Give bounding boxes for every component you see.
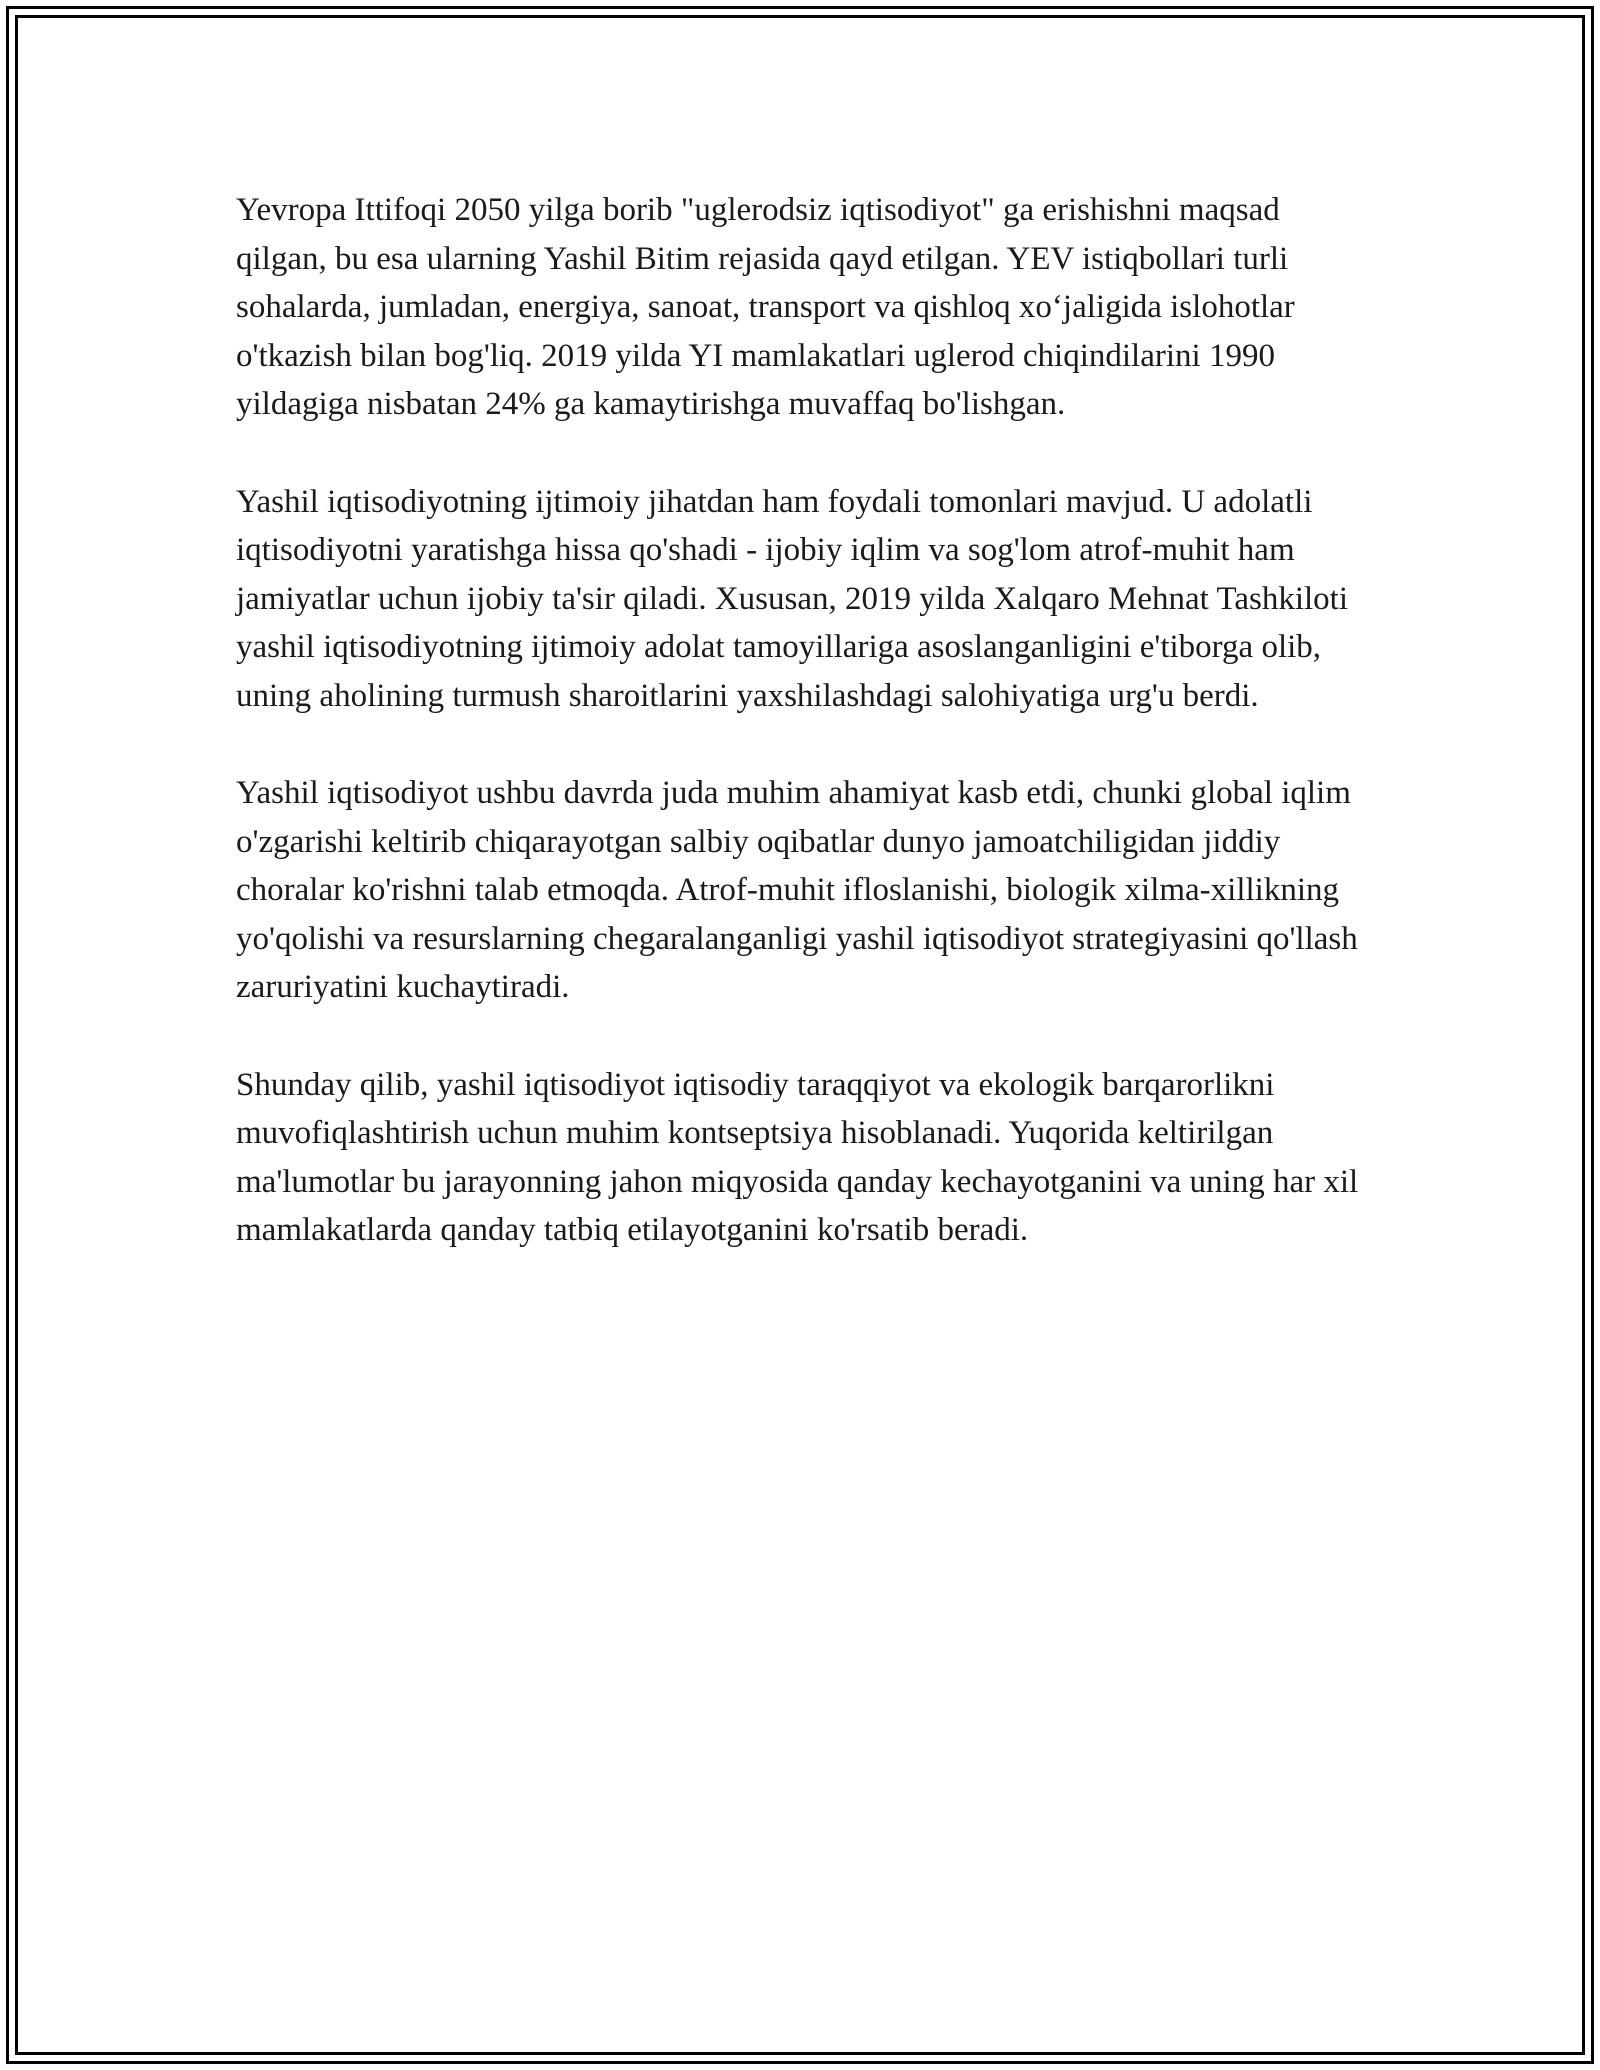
document-body xyxy=(236,186,1366,1304)
paragraph-global-importance: Yashil iqtisodiyot ushbu davrda juda muhim ahamiyat kasb etdi, chunki global iqlim o'zgarishi keltirib chiqarayotgan salbiy oqibatlar dunyo jamoatchiligidan jiddiy choralar ko'rishni talab etmoqda. Atrof-muhit ifloslanishi, biologik xilma-xillikning yo'qolishi va resurslarning chegaralanganligi yashil iqtisodiyot strategiyasini qo'llash zaruriyatini kuchaytiradi. xyxy=(236,775,1358,1005)
paragraph-conclusion: Shunday qilib, yashil iqtisodiyot iqtisodiy taraqqiyot va ekologik barqarorlikni muvofiqlashtirish uchun muhim kontseptsiya hisoblanadi. Yuqorida keltirilgan ma'lumotlar bu jarayonning jahon miqyosida qanday kechayotganini va uning har xil mamlakatlarda qanday tatbiq etilayotganini ko'rsatib beradi. xyxy=(236,1066,1359,1248)
paragraph-social-benefits: Yashil iqtisodiyotning ijtimoiy jihatdan ham foydali tomonlari mavjud. U adolatli iqtisodiyotni yaratishga hissa qo'shadi - ijobiy iqlim va sog'lom atrof-muhit ham jamiyatlar uchun ijobiy ta'sir qiladi. Xususan, 2019 yilda Xalqaro Mehnat Tashkiloti yashil iqtisodiyotning ijtimoiy adolat tamoyillariga asoslanganligini e'tiborga olib, uning aholining turmush sharoitlarini yaxshilashdagi salohiyatiga urg'u berdi. xyxy=(236,483,1348,714)
paragraph-eu-green-deal: Yevropa Ittifoqi 2050 yilga borib "uglerodsiz iqtisodiyot" ga erishishni maqsad qilgan, bu esa ularning Yashil Bitim rejasida qayd etilgan. YEV istiqbollari turli sohalarda, jumladan, energiya, sanoat, transport va qishloq xo‘jaligida islohotlar o'tkazish bilan bog'liq. 2019 yilda YI mamlakatlari uglerod chiqindilarini 1990 yildagiga nisbatan 24% ga kamaytirishga muvaffaq bo'lishgan. xyxy=(236,192,1295,422)
